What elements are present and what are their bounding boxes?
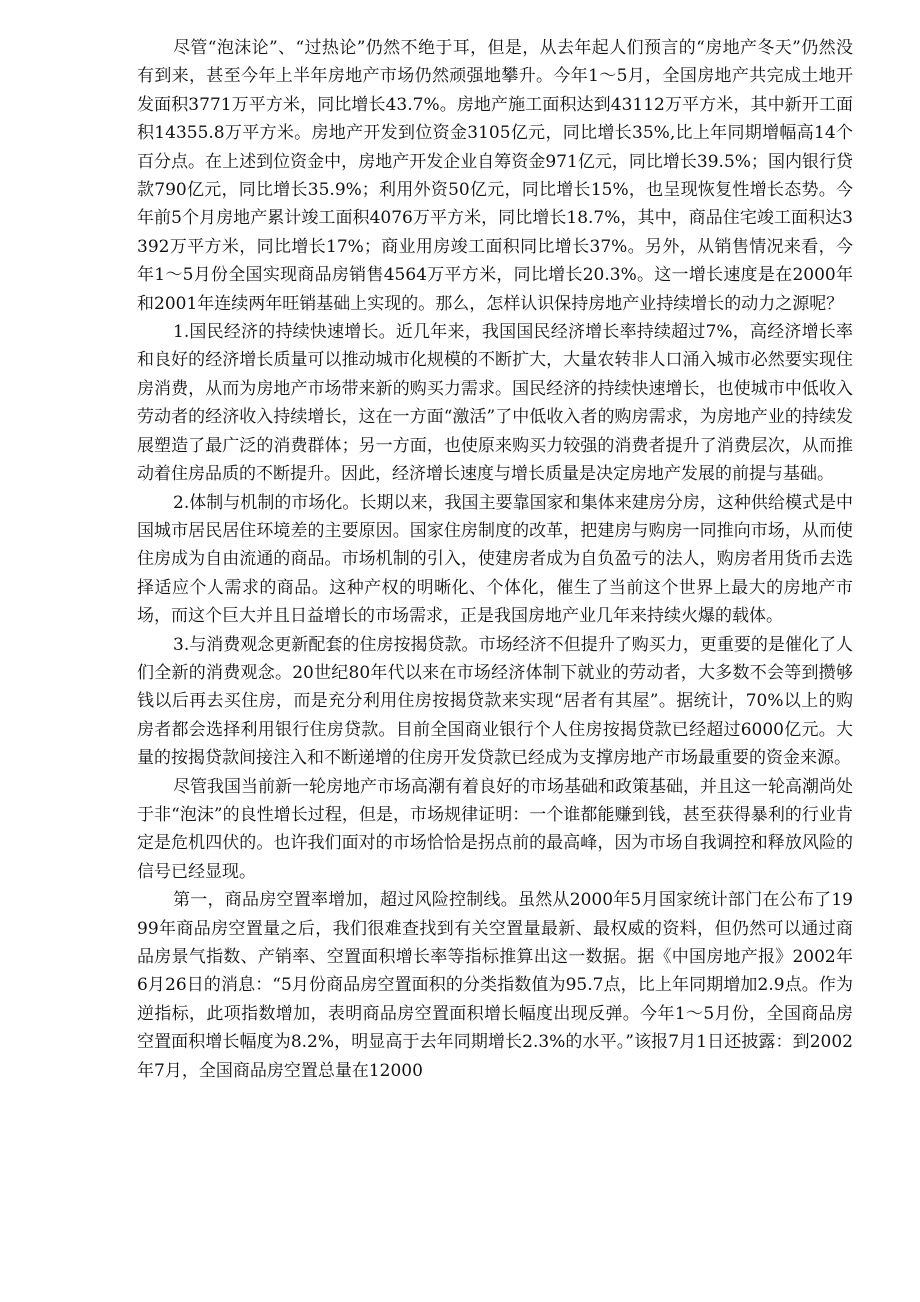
paragraph-point-1: 1.国民经济的持续快速增长。近几年来，我国国民经济增长率持续超过7%，高经济增长率和良好的经济增长质量可以推动城市化规模的不断扩大，大量农转非人口涌入城市必然要实现住房消费，从而为房地产市场带来新的购买力需求。国民经济的持续快速增长，也使城市中低收入劳动者的经济收入持续增长，这在一方面“激活”了中低收入者的购房需求，为房地产业的持续发展塑造了最广泛的消费群体；另一方面，也使原来购买力较强的消费者提升了消费层次，从而推动着住房品质的不断提升。因此，经济增长速度与增长质量是决定房地产发展的前提与基础。 [137,322,853,485]
paragraph-point-2: 2.体制与机制的市场化。长期以来，我国主要靠国家和集体来建房分房，这种供给模式是中国城市居民居住环境差的主要原因。国家住房制度的改革，把建房与购房一同推向市场，从而使住房成为自由流通的商品。市场机制的引入，使建房者成为自负盈亏的法人，购房者用货币去选择适应个人需求的商品。这种产权的明晰化、个体化，催生了当前这个世界上最大的房地产市场，而这个巨大并且日益增长的市场需求，正是我国房地产业几年来持续火爆的载体。 [137,492,853,627]
paragraph-point-3: 3.与消费观念更新配套的住房按揭贷款。市场经济不但提升了购买力，更重要的是催化了人们全新的消费观念。20世纪80年代以来在市场经济体制下就业的劳动者，大多数不会等到攒够钱以后再去买住房，而是充分利用住房按揭贷款来实现“居者有其屋”。据统计，70%以上的购房者都会选择利用银行住房贷款。目前全国商业银行个人住房按揭贷款已经超过6000亿元。大量的按揭贷款间接注入和不断递增的住房开发贷款已经成为支撑房地产市场最重要的资金来源。 [137,634,853,769]
paragraph-risk-1: 第一，商品房空置率增加，超过风险控制线。虽然从2000年5月国家统计部门在公布了1999年商品房空置量之后，我们很难查找到有关空置量最新、最权威的资料，但仍然可以通过商品房景气指数、产销率、空置面积增长率等指标推算出这一数据。据《中国房地产报》2002年6月26日的消息：“5月份商品房空置面积的分类指数值为95.7点，比上年同期增加2.9点。作为逆指标，此项指数增加，表明商品房空置面积增长幅度出现反弹。今年1～5月份，全国商品房空置面积增长幅度为8.2%，明显高于去年同期增长2.3%的水平。”该报7月1日还披露：到2002年7月，全国商品房空置总量在12000 [137,890,853,1081]
document-body [137,34,853,1085]
paragraph-risk-intro: 尽管我国当前新一轮房地产市场高潮有着良好的市场基础和政策基础，并且这一轮高潮尚处于非“泡沫”的良性增长过程，但是，市场规律证明：一个谁都能赚到钱，甚至获得暴利的行业肯定是危机四伏的。也许我们面对的市场恰恰是拐点前的最高峰，因为市场自我调控和释放风险的信号已经显现。 [137,776,853,882]
paragraph-intro: 尽管“泡沫论”、“过热论”仍然不绝于耳，但是，从去年起人们预言的“房地产冬天”仍然没有到来，甚至今年上半年房地产市场仍然顽强地攀升。今年1～5月，全国房地产共完成土地开发面积3771万平方米，同比增长43.7%。房地产施工面积达到43112万平方米，其中新开工面积14355.8万平方米。房地产开发到位资金3105亿元，同比增长35%,比上年同期增幅高14个百分点。在上述到位资金中，房地产开发企业自筹资金971亿元，同比增长39.5%；国内银行贷款790亿元，同比增长35.9%；利用外资50亿元，同比增长15%，也呈现恢复性增长态势。今年前5个月房地产累计竣工面积4076万平方米，同比增长18.7%，其中，商品住宅竣工面积达3392万平方米，同比增长17%；商业用房竣工面积同比增长37%。另外，从销售情况来看，今年1～5月份全国实现商品房销售4564万平方米，同比增长20.3%。这一增长速度是在2000年和2001年连续两年旺销基础上实现的。那么，怎样认识保持房地产业持续增长的动力之源呢？ [137,38,853,314]
